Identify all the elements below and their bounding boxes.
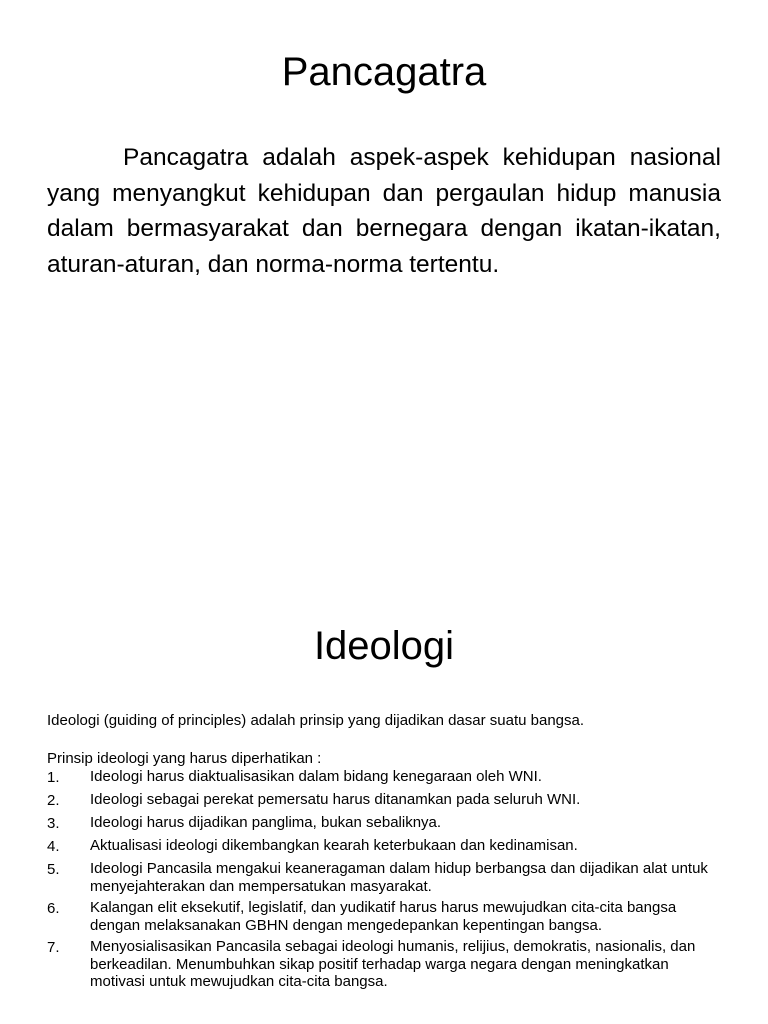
- list-item: [47, 814, 727, 833]
- list-text: Ideologi Pancasila mengakui keaneragaman dalam hidup berbangsa dan dijadikan alat untuk menyejahterakan dan mempersatukan masyarakat.: [90, 860, 708, 895]
- list-item: [47, 899, 727, 934]
- list-item: [47, 791, 727, 810]
- list-number: 3.: [47, 815, 60, 832]
- list-text: Kalangan elit eksekutif, legislatif, dan yudikatif harus harus mewujudkan cita-cita bangsa dengan melaksanakan GBHN dengan mengedepankan kepentingan bangsa.: [90, 899, 677, 934]
- slide-title: Pancagatra: [281, 50, 487, 94]
- list-text: Ideologi sebagai perekat pemersatu harus ditanamkan pada seluruh WNI.: [90, 791, 581, 808]
- list-text: Ideologi harus dijadikan panglima, bukan sebaliknya.: [90, 814, 442, 831]
- list-number: 2.: [47, 792, 60, 809]
- list-text: Aktualisasi ideologi dikembangkan kearah keterbukaan dan kedinamisan.: [90, 837, 578, 854]
- list-number: 4.: [47, 838, 60, 855]
- slide-body-paragraph: [47, 140, 721, 282]
- list-item: [47, 938, 727, 991]
- definition-text: Ideologi (guiding of principles) adalah prinsip yang dijadikan dasar suatu bangsa.: [47, 712, 585, 729]
- list-item: [47, 837, 727, 856]
- slide-ideologi: [0, 512, 768, 1024]
- list-text: Menyosialisasikan Pancasila sebagai ideologi humanis, relijius, demokratis, nasionalis, dan berkeadilan. Menumbuhkan sikap positif terhadap warga negara dengan meningkatkan motivasi untuk mewujudkan cita-cita bangsa.: [90, 938, 696, 990]
- principle-list: [47, 768, 727, 991]
- list-number: 1.: [47, 769, 60, 786]
- list-number: 6.: [47, 900, 60, 917]
- paragraph-text: Pancagatra adalah aspek-aspek kehidupan nasional yang menyangkut kehidupan dan pergaulan hidup manusia dalam bermasyarakat dan bernegara dengan ikatan-ikatan, aturan-aturan, dan norma-norma tertentu.: [47, 144, 721, 278]
- list-number: 5.: [47, 861, 60, 878]
- list-number: 7.: [47, 939, 60, 956]
- list-heading: Prinsip ideologi yang harus diperhatikan :: [47, 750, 322, 767]
- list-item: [47, 860, 727, 895]
- list-text: Ideologi harus diaktualisasikan dalam bidang kenegaraan oleh WNI.: [90, 768, 542, 785]
- list-item: [47, 768, 727, 787]
- slide-content: [47, 711, 727, 995]
- slide-title: Ideologi: [313, 624, 455, 668]
